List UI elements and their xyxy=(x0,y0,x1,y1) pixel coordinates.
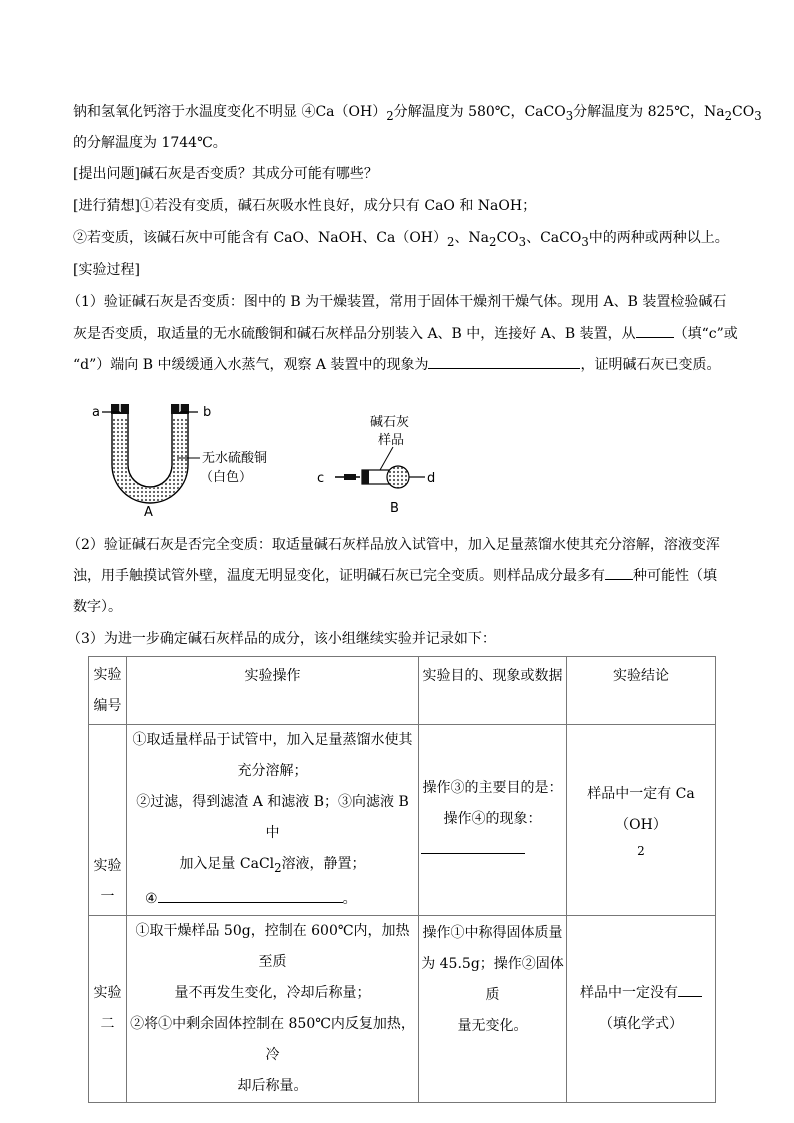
table-row xyxy=(89,725,716,916)
row2-conclusion: 样品中一定没有 （填化学式） xyxy=(567,915,716,1102)
answer-blank-step4[interactable] xyxy=(158,888,343,903)
row2-operation: ①取干燥样品 50g，控制在 600℃内，加热至质 量不再发生变化，冷却后称量； ②将①中剩余固体控制在 850℃内反复加热，冷 却后称量。 xyxy=(127,915,419,1102)
guess-line-1: [进行猜想]①若没有变质，碱石灰吸水性良好，成分只有 CaO 和 NaOH； xyxy=(73,198,537,214)
label-c: c xyxy=(317,471,325,486)
answer-blank-observation[interactable] xyxy=(421,839,525,854)
part1-line-3: “d”）端向 B 中缓缓通入水蒸气，观察 A 装置中的现象为 ，证明碱石灰已变质。 xyxy=(73,350,721,381)
label-d: d xyxy=(427,471,436,486)
label-apparatus-a: A xyxy=(144,505,153,520)
answer-blank-formula[interactable] xyxy=(678,982,702,997)
header-operation: 实验操作 xyxy=(127,657,419,725)
row2-observation: 操作①中称得固体质量 为 45.5g；操作②固体质 量无变化。 xyxy=(419,915,567,1102)
part1-line-1: （1）验证碱石灰是否变质：图中的 B 为干燥装置，常用于固体干燥剂干燥气体。现用 A、B 装置检验碱石 xyxy=(67,294,727,310)
label-apparatus-b: B xyxy=(390,501,399,516)
question-line: [提出问题]碱石灰是否变质？其成分可能有哪些？ xyxy=(73,166,378,182)
experiment-table xyxy=(88,656,716,1103)
label-soda-lime: 碱石灰 xyxy=(370,415,410,430)
part1-line-2: 灰是否变质，取适量的无水硫酸铜和碱石灰样品分别装入 A、B 中，连接好 A、B 装置，从 （填“c”或 xyxy=(73,319,721,350)
drying-tube-b xyxy=(335,447,425,488)
row1-conclusion: 样品中一定有 Ca（OH） 2 xyxy=(567,725,716,916)
row1-operation: ①取适量样品于试管中，加入足量蒸馏水使其 充分溶解； ②过滤，得到滤渣 A 和滤液 B；③向滤液 B 中 加入足量 CaCl$_2$溶液，静置； ④ 。 xyxy=(127,725,419,916)
answer-blank-port[interactable] xyxy=(636,323,674,338)
label-white: （白色） xyxy=(200,470,253,485)
label-anhydrous-cuso4: 无水硫酸铜 xyxy=(202,451,268,466)
u-tube-a xyxy=(102,404,200,503)
intro-line-2: 的分解温度为 1744℃。 xyxy=(73,135,227,151)
header-observation: 实验目的、现象或数据 xyxy=(419,657,567,725)
intro-line-1: 钠和氢氧化钙溶于水温度变化不明显 $④Ca(OH)_2$分解温度为 580℃，CaCO$_3$分解温度为 825℃，$Na_2CO_3$ xyxy=(73,104,762,123)
part2-line-2: 浊，用手触摸试管外壁，温度无明显变化，证明碱石灰已完全变质。则样品成分最多有 种可能性（填 xyxy=(73,561,721,592)
label-sample: 样品 xyxy=(378,433,405,448)
answer-blank-phenomenon[interactable] xyxy=(428,354,580,369)
row2-id: 实验 二 xyxy=(89,915,127,1102)
apparatus-diagram xyxy=(80,390,480,520)
label-b: b xyxy=(203,405,212,420)
header-id: 实验 编号 xyxy=(89,657,127,725)
part3-line-1: （3）为进一步确定碱石灰样品的成分，该小组继续实验并记录如下： xyxy=(67,631,496,647)
label-a: a xyxy=(92,405,100,420)
process-heading: [实验过程] xyxy=(73,262,140,278)
answer-blank-count[interactable] xyxy=(605,565,633,580)
row1-id: 实验 一 xyxy=(89,725,127,916)
header-conclusion: 实验结论 xyxy=(567,657,716,725)
row1-observation: 操作③的主要目的是： 操作④的现象： xyxy=(419,725,567,916)
table-row xyxy=(89,915,716,1102)
part2-line-3: 数字）。 xyxy=(73,599,122,615)
guess-line-2: ②若变质，该碱石灰中可能含有 CaO、NaOH、$Ca(OH)_2$、$Na_2CO_3$、CaCO$_3$中的两种或两种以上。 xyxy=(73,230,729,249)
part2-line-1: （2）验证碱石灰是否完全变质：取适量碱石灰样品放入试管中，加入足量蒸馏水使其充分溶解，溶液变浑 xyxy=(67,537,720,553)
table-header-row xyxy=(89,657,716,725)
